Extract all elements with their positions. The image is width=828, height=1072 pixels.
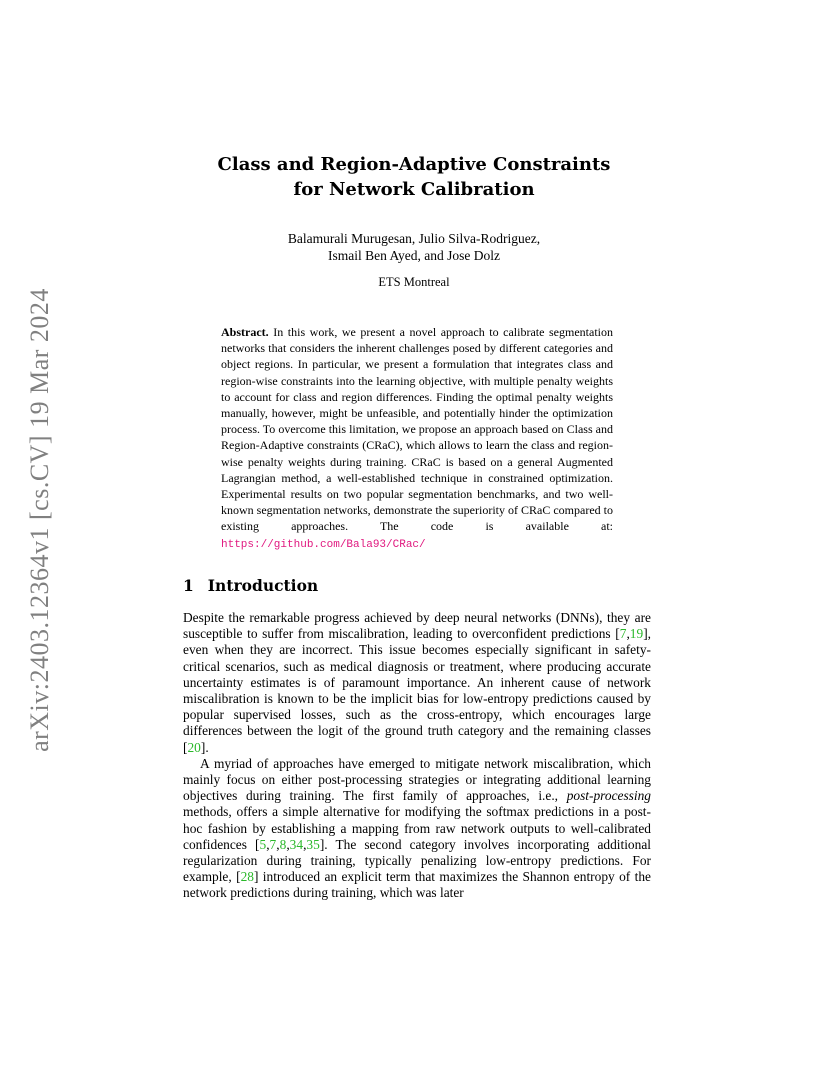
title-line-2: for Network Calibration [293,179,535,200]
section-number: 1 [183,576,194,595]
citation-separator: , [626,626,630,642]
citation-link[interactable]: 35 [306,836,320,852]
abstract-label: Abstract. [221,325,269,339]
paragraph-2-text-a: A myriad of approaches have emerged to mitigate network miscalibration, which mainly focus on either post-processing strategies or integrating additional learning objectives during training. The first family of approaches, i.e., [183,755,651,804]
citation-link[interactable]: 19 [629,626,644,642]
abstract-block [221,324,613,553]
paragraph-2-text-b: methods, offers a simple alternative for modifying the softmax predictions in a post-hoc fashion by establishing a mapping from raw network outputs to well-calibrated confidences [ [183,804,651,852]
paragraph-2-text-c: ]. The second category involves incorporating additional regularization during training, typically penalizing low-entropy predictions. For example, [ [183,836,651,885]
section-title: Introduction [207,576,319,595]
citation-link[interactable]: 5 [259,836,267,852]
emphasis-post-processing: post-processing [566,788,651,804]
citation-link[interactable]: 7 [619,626,627,642]
title-line-1: Class and Region-Adaptive Constraints [217,154,611,175]
arxiv-id-text: arXiv:2403.12364v1 [cs.CV] 19 Mar 2024 [25,288,54,752]
section-heading-introduction [183,576,318,596]
citation-separator: , [276,836,280,852]
affiliation: ETS Montreal [378,275,450,289]
paper-title [0,152,828,202]
paragraph-1-text-a: Despite the remarkable progress achieved by deep neural networks (DNNs), they are susceptible to suffer from miscalibration, leading to overconfident predictions [ [183,610,651,642]
citation-separator: , [286,836,290,852]
paragraph-1 [183,610,651,756]
citation-separator: , [303,836,307,852]
citation-link[interactable]: 8 [279,836,287,852]
citation-link[interactable]: 7 [269,836,277,852]
citation-link[interactable]: 20 [187,739,201,755]
paragraph-1-text-b: ], even when they are incorrect. This issue becomes especially significant in safety-critical scenarios, such as medical diagnosis or treatment, where producing accurate uncertainty estimates is of paramount importance. An inherent cause of network miscalibration is known to be the implicit bias for low-entropy predictions caused by popular supervised losses, such as the cross-entropy, which encourages large differences between the logit of the ground truth category and the remaining classes [ [183,626,651,755]
citation-link[interactable]: 34 [289,836,304,852]
paragraph-2-text-d: ] introduced an explicit term that maximizes the Shannon entropy of the network predictions during training, which was later [183,869,651,901]
authors-line-2: Ismail Ben Ayed, and Jose Dolz [328,248,500,263]
citation-separator: , [266,836,270,852]
paragraph-2 [183,756,651,902]
arxiv-identifier-stamp [20,280,60,760]
paragraph-1-text-c: ]. [200,739,209,755]
author-list [0,230,828,264]
code-url-link[interactable]: https://github.com/Bala93/CRac/ [221,538,426,551]
authors-line-1: Balamurali Murugesan, Julio Silva-Rodriguez, [287,231,541,246]
citation-link[interactable]: 28 [240,869,254,885]
abstract-text: In this work, we present a novel approach to calibrate segmentation networks that considers the inherent challenges posed by different categories and object regions. In particular, we present a formulation that integrates class and region-wise constraints into the learning objective, with multiple penalty weights to account for class and region differences. Finding the optimal penalty weights manually, however, might be unfeasible, and potentially hinder the optimization process. To overcome this limitation, we propose an approach based on Class and Region-Adaptive constraints (CRaC), which allows to learn the class and region-wise penalty weights during training. CRaC is based on a general Augmented Lagrangian method, a well-established technique in constrained optimization. Experimental results on two popular segmentation benchmarks, and two well-known segmentation networks, demonstrate the superiority of CRaC compared to existing approaches. The code is available at: [221,325,613,534]
introduction-body [183,610,651,902]
